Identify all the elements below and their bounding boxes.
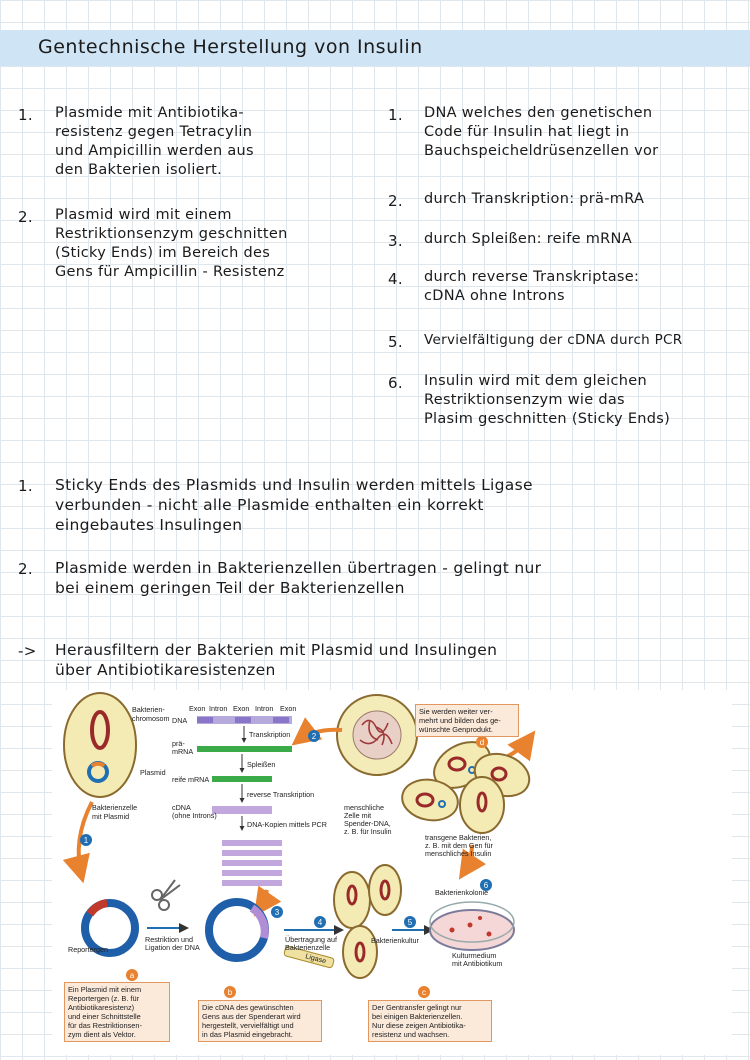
label-kulturmedium: Kulturmedium	[452, 951, 497, 960]
gene-transfer-diagram	[52, 690, 732, 1055]
transgenic-bacteria	[399, 733, 535, 833]
label-bakterienzelle: mit Plasmid	[92, 812, 130, 821]
list-number: 6.	[388, 374, 403, 392]
list-item: durch Spleißen: reife mRNA	[424, 231, 632, 247]
label-menschliche-zelle: Spender-DNA,	[344, 819, 391, 828]
label-ligase: Ligase	[304, 951, 328, 966]
marker-c: c	[422, 988, 426, 997]
label-dna: DNA	[172, 716, 188, 725]
marker-6: 6	[483, 881, 489, 890]
label-uebertragung: Übertragung auf	[285, 935, 337, 944]
info-box-a: Ein Plasmid mit einem Reportergen (z. B. für Antibiotikaresistenz) und einer Schnittstelle für das Restriktionsen- zym dient als Vektor.	[64, 982, 170, 1042]
label-reportergen: Reportergen	[68, 945, 108, 954]
page-title: Gentechnische Herstellung von Insulin	[38, 36, 423, 58]
label-plasmid: Plasmid	[140, 768, 166, 777]
label-kulturmedium: mit Antibiotikum	[452, 959, 503, 968]
label-cdna: cDNA	[172, 803, 191, 812]
label-intron: Intron	[255, 704, 274, 713]
label-pra-mrna: mRNA	[172, 747, 194, 756]
plasmid-recombinant	[209, 902, 265, 958]
info-box-d: Sie werden weiter ver- mehrt und bilden das ge- wünschte Genprodukt.	[415, 704, 519, 737]
label-pra-mrna: prä-	[172, 739, 185, 748]
list-item: Vervielfältigung der cDNA durch PCR	[424, 332, 683, 348]
label-exon: Exon	[233, 704, 250, 713]
list-number: 2.	[388, 192, 403, 210]
label-dna-kopien: DNA-Kopien mittels PCR	[247, 820, 327, 829]
marker-1: 1	[83, 836, 89, 845]
marker-b: b	[227, 988, 233, 997]
list-item: Insulin wird mit dem gleichen Restriktionsenzym wie das Plasim geschnitten (Sticky Ends)	[424, 373, 671, 427]
label-exon: Exon	[280, 704, 297, 713]
label-menschliche-zelle: Zelle mit	[344, 811, 372, 820]
label-reverse-transkription: reverse Transkription	[247, 790, 315, 799]
list-number: 2.	[18, 208, 33, 226]
label-restriktion: Ligation der DNA	[145, 943, 200, 952]
arrow-note: Herausfiltern der Bakterien mit Plasmid und Insulingen über Antibiotikaresistenzen	[55, 641, 498, 679]
label-menschliche-zelle: menschliche	[344, 803, 384, 812]
label-transgene-bakterien: z. B. mit dem Gen für	[425, 841, 493, 850]
list-number: 2.	[18, 560, 33, 578]
label-bakterienkolonie: Bakterienkolonie	[435, 888, 489, 897]
label-bakterienchromosom: chromosom	[132, 714, 170, 723]
arrow-marker: ->	[18, 642, 37, 660]
label-spleissen: Spleißen	[247, 760, 276, 769]
info-box-c: Der Gentransfer gelingt nur bei einigen Bakterienzellen. Nur diese zeigen Antibiotika- resistenz und wachsen.	[368, 1000, 492, 1042]
dna-strands	[197, 716, 292, 886]
label-bakterienzelle: Bakterienzelle	[92, 803, 138, 812]
marker-a: a	[129, 971, 135, 980]
label-transgene-bakterien: menschliches Insulin	[425, 849, 492, 858]
bacterium-with-plasmid	[64, 693, 136, 797]
human-cell	[337, 695, 417, 775]
label-restriktion: Restriktion und	[145, 935, 193, 944]
label-uebertragung: Bakterienzelle	[285, 943, 331, 952]
list-number: 1.	[18, 106, 33, 124]
marker-4: 4	[317, 918, 323, 927]
label-cdna: (ohne Introns)	[172, 811, 217, 820]
list-item: durch reverse Transkriptase: cDNA ohne Introns	[424, 269, 640, 304]
label-transkription: Transkription	[249, 730, 291, 739]
label-reife-mrna: reife mRNA	[172, 775, 210, 784]
list-number: 5.	[388, 333, 403, 351]
marker-5: 5	[407, 918, 413, 927]
list-item: Plasmide werden in Bakterienzellen übertragen - gelingt nur bei einem geringen Teil der Bakterienzellen	[55, 559, 542, 597]
list-item: Plasmid wird mit einem Restriktionsenzym geschnitten (Sticky Ends) im Bereich des Gens für Ampicillin - Resistenz	[55, 207, 288, 280]
scissors-icon	[152, 880, 180, 910]
label-exon: Exon	[189, 704, 206, 713]
list-number: 4.	[388, 270, 403, 288]
list-item: durch Transkription: prä-mRA	[424, 191, 645, 207]
list-item: DNA welches den genetischen Code für Insulin hat liegt in Bauchspeicheldrüsenzellen vor	[424, 105, 659, 159]
list-number: 1.	[388, 106, 403, 124]
label-bakterienchromosom: Bakterien-	[132, 705, 165, 714]
list-number: 3.	[388, 232, 403, 250]
marker-3: 3	[274, 908, 280, 917]
list-item: Sticky Ends des Plasmids und Insulin werden mittels Ligase verbunden - nicht alle Plasmide enthalten ein korrekt eingebautes Insulingen	[55, 476, 533, 534]
petri-dish	[430, 902, 514, 950]
label-bakterienkultur: Bakterienkultur	[371, 936, 419, 945]
marker-d: d	[479, 738, 485, 747]
bacteria-culture	[334, 865, 401, 978]
list-number: 1.	[18, 477, 33, 495]
marker-2: 2	[311, 732, 317, 741]
info-box-b: Die cDNA des gewünschten Gens aus der Spenderart wird hergestellt, vervielfältigt und in das Plasmid eingebracht.	[198, 1000, 322, 1042]
label-intron: Intron	[209, 704, 228, 713]
label-menschliche-zelle: z. B. für Insulin	[344, 827, 392, 836]
list-item: Plasmide mit Antibiotika- resistenz gegen Tetracylin und Ampicillin werden aus den Bakterien isoliert.	[55, 105, 254, 178]
label-transgene-bakterien: transgene Bakterien,	[425, 833, 492, 842]
